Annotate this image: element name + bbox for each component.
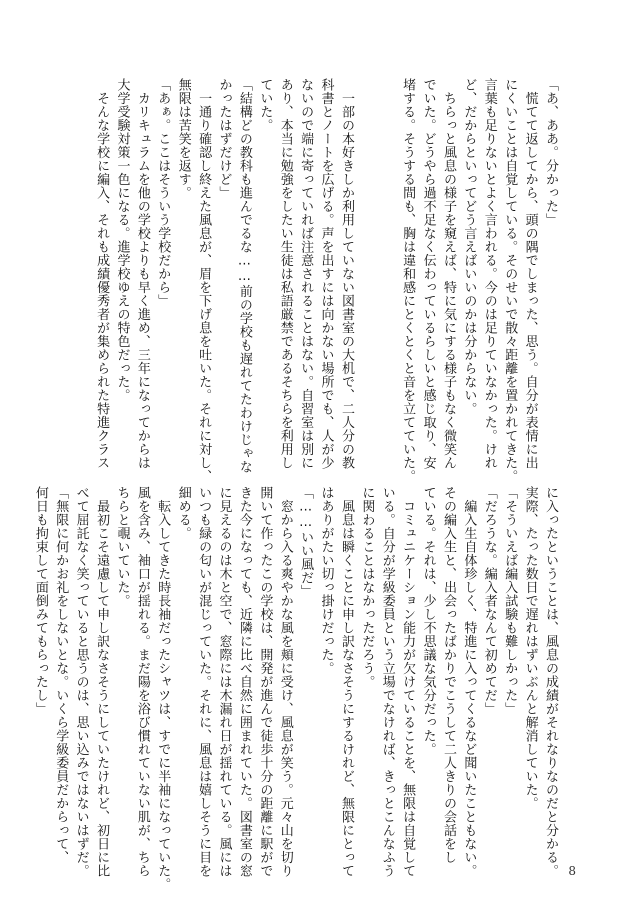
text-line: あり、本当に勉強をしたい生徒は私語厳禁であるそちらを利用し [277, 78, 293, 470]
text-line: 「だろうな。編入者なんて初めてだ」 [481, 486, 497, 716]
blank-line [356, 78, 376, 440]
text-block-top [60, 78, 560, 483]
text-line: ど、だからといってどう言えばいいのかは分からない。 [461, 78, 477, 416]
text-line: 一部の本好きしか利用していない図書室の大机で、二人分の教 [338, 78, 354, 470]
text-line: に関わることはなかっただろう。 [359, 486, 375, 689]
text-line: 開いて作ったこの学校は、開発が進んで徒歩十分の距離に駅がで [257, 486, 273, 878]
page-number: 8 [568, 864, 576, 878]
text-block-bottom [32, 486, 560, 891]
text-line: 転入してきた時長袖だったシャツは、すでに半袖になっていた。 [155, 486, 171, 891]
text-line: 編入生自体珍しく、特進に入ってくるなど聞いたこともない。 [461, 486, 477, 878]
text-line: に見えるのは木と空で、窓際には木漏れ日が揺れている。風には [216, 486, 232, 878]
text-line: べて屈託なく笑っていると思うのは、思い込みではないはずだ。 [73, 486, 89, 878]
text-line: 「あ、ああ。分かった」 [543, 78, 558, 227]
text-line: 「あぁ。ここはそういう学校だから」 [155, 78, 171, 308]
text-line: 実際、たった数日で遅れはずいぶんと解消していた。 [522, 486, 538, 810]
text-line: 窓から入る爽やかな風を頬に受け、風息が笑う。元々山を切り [277, 486, 293, 878]
text-line: 堵する。そうする間も、胸は違和感にとくとくと音を立てていた。 [400, 78, 416, 483]
text-line: 何日も拘束して面倒みてもらったし」 [32, 486, 48, 716]
text-line: その編入生と、出会ったばかりでこうして二人きりの会話をし [440, 486, 456, 864]
text-line: 一通り確認し終えた風息が、眉を下げ息を吐いた。それに対し、 [196, 78, 212, 483]
text-line: ちらと覗いていた。 [114, 486, 130, 608]
text-line: はありがたい切っ掛けだった。 [318, 486, 334, 675]
text-line: ていた。 [257, 78, 273, 132]
text-line: 「そういえば編入試験も難しかった」 [502, 486, 518, 716]
text-line: 慌てて返してから、頭の隅でしまった、思う。自分が表情に出 [522, 78, 538, 470]
text-line: 細める。 [175, 486, 191, 540]
text-line: 言葉も足りないとよく言われる。今のは足りていなかった。けれ [481, 78, 497, 470]
text-line: きた今になっても、近隣に比べ自然に囲まれていた。図書室の窓 [236, 486, 252, 878]
text-line: ないので端に寄っていれば注意されることはない。自習室は別に [298, 78, 314, 470]
text-line: 大学受験対策一色になる。進学校ゆえの特色だった。 [114, 78, 130, 402]
text-line: カリキュラムを他の学校よりも早く進め、三年になってからは [134, 78, 150, 470]
text-line: ている。それは、少し不思議な気分だった。 [420, 486, 436, 756]
text-line: そんな学校に編入、それも成績優秀者が集められた特進クラス [94, 78, 110, 470]
text-line: 「……いい風だ」 [298, 486, 314, 598]
text-line: 風を含み、袖口が揺れる。まだ陽を浴び慣れていない肌が、ちら [134, 486, 150, 878]
text-line: 「無限に何かお礼をしないとな。いくら学級委員だからって、 [53, 486, 69, 864]
text-line: かったはずだけど」 [216, 78, 232, 200]
blank-line [376, 78, 396, 440]
text-line: いる。自分が学級委員という立場でなければ、きっとこんなふう [379, 486, 395, 878]
text-line: 「結構どの教科も進んでるな……前の学校も遅れてたわけじゃな [236, 78, 252, 474]
text-line: コミュニケーション能力が欠けていることを、無限は自覚して [400, 486, 416, 878]
text-line: 科書とノートを広げる。声を出すには向かない場所でも、人が少 [318, 78, 334, 470]
text-line: いつも緑の匂いが混じっていた。それに、風息は嬉しそうに目を [196, 486, 212, 878]
text-line: 最初こそ遠慮して申し訳なさそうにしていたけれど、初日に比 [94, 486, 110, 878]
text-line: に入ったということは、風息の成績がそれなりなのだと分かる。 [543, 486, 558, 878]
text-line: ちらっと風息の様子を窺えば、特に気にする様子もなく微笑ん [440, 78, 456, 470]
text-line: でいた。どうやら過不足なく伝わっているらしいと感じ取り、安 [420, 78, 436, 470]
text-line: にくいことは自覚している。そのせいで散々距離を置かれてきた。 [502, 78, 518, 483]
text-line: 風息は瞬くことに申し訳なさそうにするけれど、無限にとって [338, 486, 354, 878]
text-line: 無限は苦笑を返す。 [175, 78, 191, 200]
